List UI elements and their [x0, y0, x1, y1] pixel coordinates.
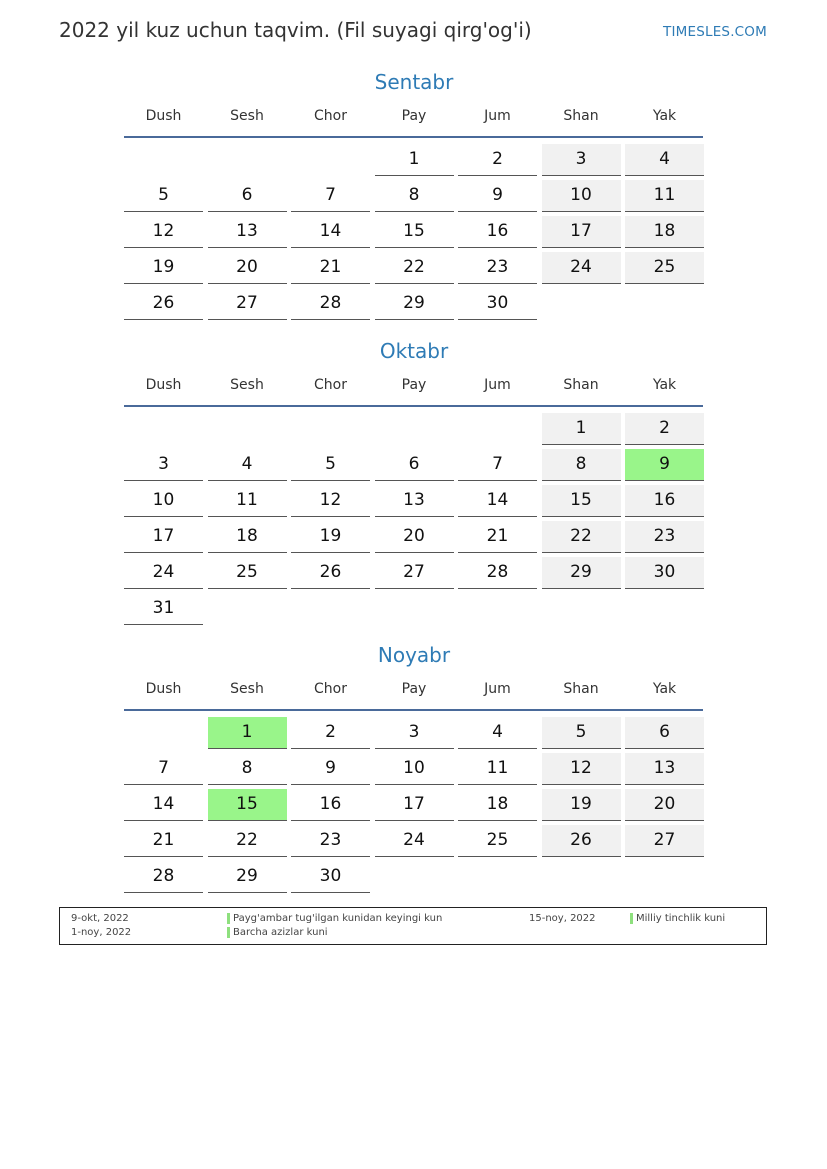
legend-date: 9-okt, 2022	[71, 913, 129, 924]
day-cell[interactable]: 17	[542, 216, 621, 248]
day-cell[interactable]: 18	[625, 216, 704, 248]
weekday-label: Chor	[314, 681, 347, 697]
holiday-day-cell[interactable]: 15	[208, 789, 287, 821]
legend-holiday-name	[233, 912, 442, 925]
empty-cell	[291, 413, 370, 444]
day-cell[interactable]: 16	[291, 789, 370, 821]
weekday-header	[124, 365, 703, 407]
weekday-label: Pay	[401, 108, 427, 124]
page-title: 2022 yil kuz uchun taqvim. (Fil suyagi qirg'og'i)	[59, 18, 532, 42]
weekday-label: Jum	[484, 377, 511, 393]
day-cell[interactable]: 22	[208, 825, 287, 857]
weekday-header	[124, 669, 703, 711]
weekday-label: Shan	[563, 377, 599, 393]
weekday-label: Yak	[652, 681, 677, 697]
day-cell[interactable]: 6	[375, 449, 454, 481]
day-cell[interactable]: 28	[458, 557, 537, 589]
day-cell[interactable]: 20	[625, 789, 704, 821]
day-cell[interactable]: 26	[124, 288, 203, 320]
day-cell[interactable]: 31	[124, 593, 203, 625]
day-cell[interactable]: 12	[542, 753, 621, 785]
day-cell[interactable]: 11	[625, 180, 704, 212]
day-cell[interactable]: 11	[208, 485, 287, 517]
empty-cell	[458, 413, 537, 444]
day-cell[interactable]: 16	[458, 216, 537, 248]
day-cell[interactable]: 26	[542, 825, 621, 857]
legend-holiday-text: Milliy tinchlik kuni	[636, 913, 726, 924]
day-cell[interactable]: 7	[458, 449, 537, 481]
day-cell[interactable]: 9	[458, 180, 537, 212]
day-cell[interactable]: 13	[375, 485, 454, 517]
legend-holiday-name	[636, 912, 725, 925]
site-link[interactable]: TIMESLES.COM	[663, 24, 767, 40]
weekday-label: Dush	[145, 681, 182, 697]
legend-row	[60, 912, 766, 925]
day-cell[interactable]: 9	[291, 753, 370, 785]
month-title: Oktabr	[379, 339, 449, 363]
legend-date: 15-noy, 2022	[529, 913, 596, 924]
empty-cell	[208, 144, 287, 175]
day-cell[interactable]: 17	[375, 789, 454, 821]
day-cell[interactable]: 21	[291, 252, 370, 284]
empty-cell	[291, 144, 370, 175]
day-cell[interactable]: 29	[208, 861, 287, 893]
day-cell[interactable]: 14	[124, 789, 203, 821]
weekday-label: Jum	[484, 108, 511, 124]
weekday-label: Shan	[563, 681, 599, 697]
weekday-header	[124, 96, 703, 138]
day-cell[interactable]: 5	[291, 449, 370, 481]
day-cell[interactable]: 23	[458, 252, 537, 284]
day-cell[interactable]: 3	[124, 449, 203, 481]
day-cell[interactable]: 5	[124, 180, 203, 212]
day-cell[interactable]: 12	[291, 485, 370, 517]
day-cell[interactable]: 5	[542, 717, 621, 749]
holiday-day-cell[interactable]: 1	[208, 717, 287, 749]
empty-cell	[124, 144, 203, 175]
holiday-day-cell[interactable]: 9	[625, 449, 704, 481]
month-october	[124, 337, 704, 627]
day-cell[interactable]: 17	[124, 521, 203, 553]
day-cell[interactable]: 28	[291, 288, 370, 320]
day-cell[interactable]: 14	[291, 216, 370, 248]
day-cell[interactable]: 28	[124, 861, 203, 893]
day-cell[interactable]: 30	[291, 861, 370, 893]
day-cell[interactable]: 10	[124, 485, 203, 517]
holiday-color-marker	[227, 927, 230, 938]
day-cell[interactable]: 27	[208, 288, 287, 320]
day-cell[interactable]: 16	[625, 485, 704, 517]
day-cell[interactable]: 27	[375, 557, 454, 589]
holiday-legend	[59, 907, 767, 945]
days-grid	[124, 142, 704, 322]
day-cell[interactable]: 10	[542, 180, 621, 212]
legend-holiday-text: Barcha azizlar kuni	[233, 927, 328, 938]
empty-cell	[208, 413, 287, 444]
day-cell[interactable]: 7	[291, 180, 370, 212]
weekday-label: Shan	[563, 108, 599, 124]
weekday-label: Dush	[145, 377, 182, 393]
day-cell[interactable]: 30	[458, 288, 537, 320]
day-cell[interactable]: 8	[208, 753, 287, 785]
day-cell[interactable]: 26	[291, 557, 370, 589]
weekday-label: Sesh	[230, 681, 264, 697]
day-cell[interactable]: 12	[124, 216, 203, 248]
day-cell[interactable]: 19	[291, 521, 370, 553]
day-cell[interactable]: 6	[625, 717, 704, 749]
day-cell[interactable]: 4	[625, 144, 704, 176]
day-cell[interactable]: 13	[208, 216, 287, 248]
day-cell[interactable]: 19	[542, 789, 621, 821]
day-cell[interactable]: 14	[458, 485, 537, 517]
day-cell[interactable]: 21	[124, 825, 203, 857]
day-cell[interactable]: 25	[458, 825, 537, 857]
weekday-label: Chor	[314, 377, 347, 393]
day-cell[interactable]: 24	[124, 557, 203, 589]
day-cell[interactable]: 23	[625, 521, 704, 553]
day-cell[interactable]: 27	[625, 825, 704, 857]
month-title: Sentabr	[374, 70, 454, 94]
weekday-label: Chor	[314, 108, 347, 124]
weekday-label: Pay	[401, 377, 427, 393]
legend-date: 1-noy, 2022	[71, 927, 132, 938]
day-cell[interactable]: 6	[208, 180, 287, 212]
month-title: Noyabr	[377, 643, 451, 667]
day-cell[interactable]: 13	[625, 753, 704, 785]
day-cell[interactable]: 18	[458, 789, 537, 821]
day-cell[interactable]: 1	[542, 413, 621, 445]
day-cell[interactable]: 3	[542, 144, 621, 176]
day-cell[interactable]: 2	[625, 413, 704, 445]
day-cell[interactable]: 2	[291, 717, 370, 749]
day-cell[interactable]: 24	[375, 825, 454, 857]
day-cell[interactable]: 11	[458, 753, 537, 785]
days-grid	[124, 411, 704, 627]
day-cell[interactable]: 29	[375, 288, 454, 320]
day-cell[interactable]: 20	[375, 521, 454, 553]
empty-cell	[124, 717, 203, 748]
day-cell[interactable]: 7	[124, 753, 203, 785]
empty-cell	[375, 413, 454, 444]
day-cell[interactable]: 21	[458, 521, 537, 553]
weekday-label: Sesh	[230, 377, 264, 393]
legend-holiday-name	[233, 926, 328, 939]
day-cell[interactable]: 30	[625, 557, 704, 589]
month-september	[124, 68, 704, 322]
day-cell[interactable]: 24	[542, 252, 621, 284]
day-cell[interactable]: 20	[208, 252, 287, 284]
day-cell[interactable]: 10	[375, 753, 454, 785]
month-november	[124, 641, 704, 895]
day-cell[interactable]: 4	[458, 717, 537, 749]
weekday-label: Pay	[401, 681, 427, 697]
day-cell[interactable]: 18	[208, 521, 287, 553]
day-cell[interactable]: 8	[375, 180, 454, 212]
day-cell[interactable]: 8	[542, 449, 621, 481]
day-cell[interactable]: 15	[375, 216, 454, 248]
weekday-label: Yak	[652, 108, 677, 124]
day-cell[interactable]: 19	[124, 252, 203, 284]
holiday-color-marker	[227, 913, 230, 924]
legend-row	[60, 926, 766, 939]
day-cell[interactable]: 22	[542, 521, 621, 553]
weekday-label: Dush	[145, 108, 182, 124]
day-cell[interactable]: 3	[375, 717, 454, 749]
weekday-label: Yak	[652, 377, 677, 393]
weekday-label: Jum	[484, 681, 511, 697]
empty-cell	[124, 413, 203, 444]
day-cell[interactable]: 22	[375, 252, 454, 284]
holiday-color-marker	[630, 913, 633, 924]
day-cell[interactable]: 29	[542, 557, 621, 589]
day-cell[interactable]: 23	[291, 825, 370, 857]
weekday-label: Sesh	[230, 108, 264, 124]
day-cell[interactable]: 2	[458, 144, 537, 176]
day-cell[interactable]: 15	[542, 485, 621, 517]
day-cell[interactable]: 25	[208, 557, 287, 589]
day-cell[interactable]: 1	[375, 144, 454, 176]
legend-holiday-text: Payg'ambar tug'ilgan kunidan keyingi kun	[233, 913, 443, 924]
day-cell[interactable]: 4	[208, 449, 287, 481]
day-cell[interactable]: 25	[625, 252, 704, 284]
days-grid	[124, 715, 704, 895]
